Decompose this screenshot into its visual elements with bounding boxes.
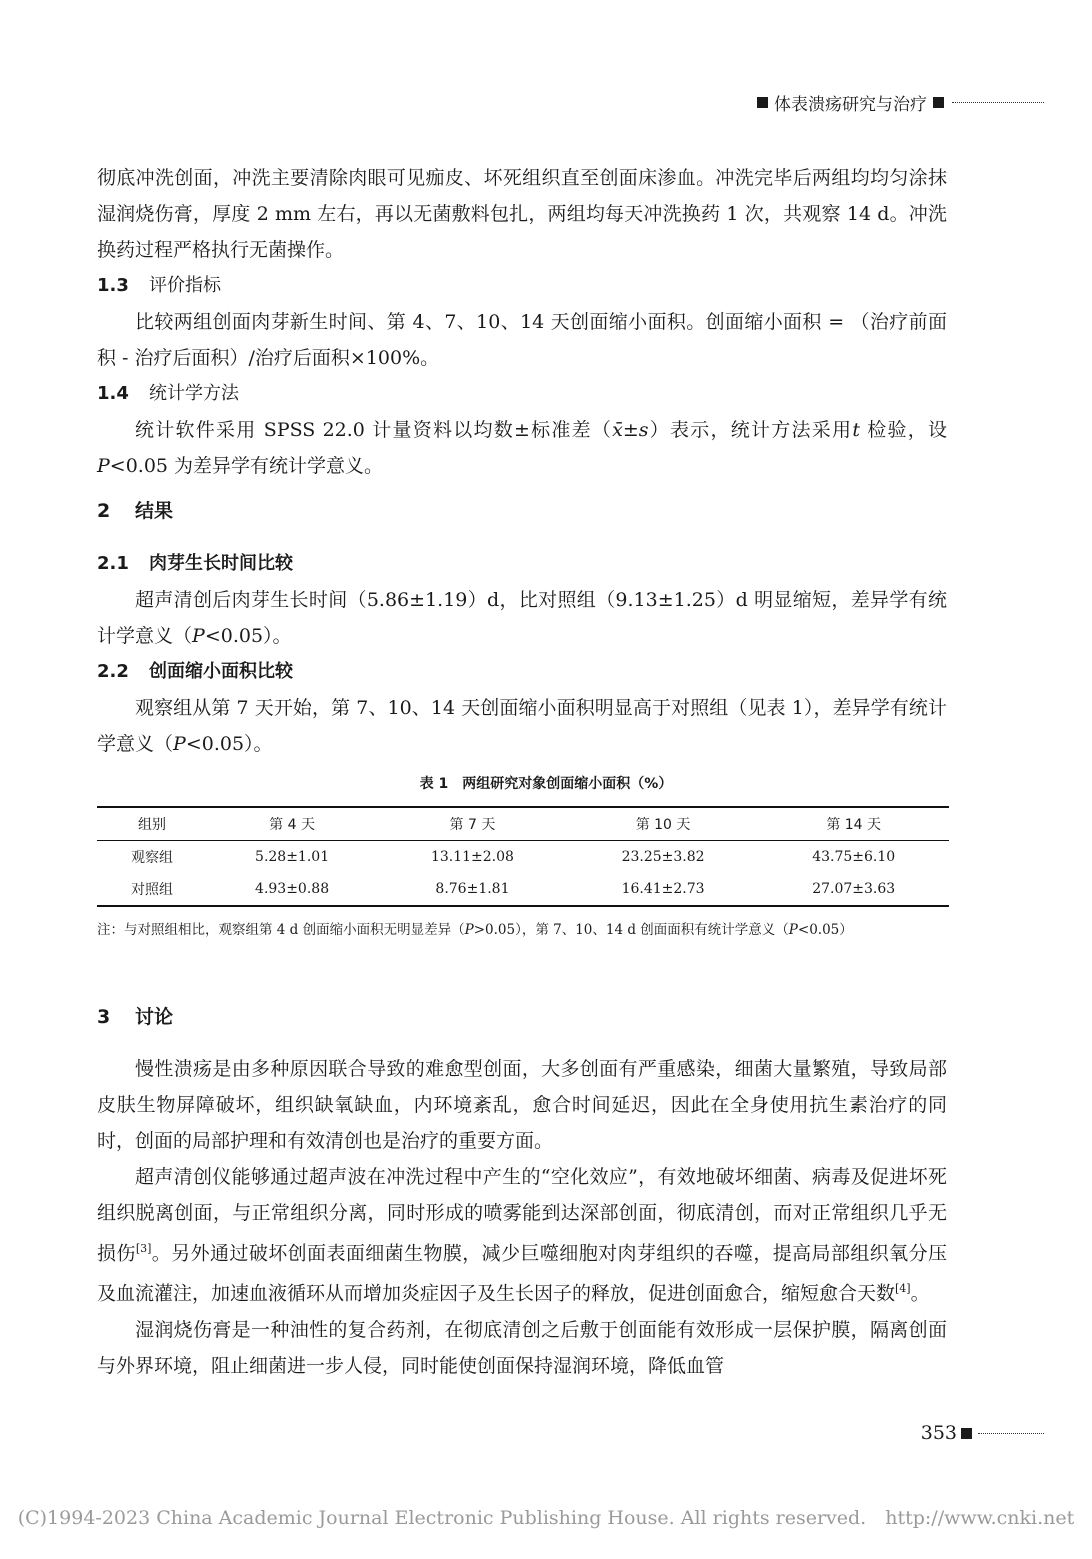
paragraph-1-3: 比较两组创面肉芽新生时间、第 4、7、10、14 天创面缩小面积。创面缩小面积 = （治疗前面积 - 治疗后面积）/治疗后面积×100%。 — [97, 311, 947, 369]
subsection-heading-2-1: 2.1 肉芽生长时间比较 — [97, 553, 293, 574]
paragraph-discussion-2: 超声清创仪能够通过超声波在冲洗过程中产生的“空化效应”，有效地破坏细菌、病毒及促进坏死组织脱离创面，与正常组织分离，同时形成的喷雾能到达深部创面，彻底清创，而对正常组织几乎无损伤[3]。另外通过破坏创面表面细菌生物膜，减少巨噬细胞对肉芽组织的吞噬，提高局部组织氧分压及血流灌注，加速血液循环从而增加炎症因子及生长因子的释放，促进创面愈合，缩短愈合天数[4]。 — [97, 1166, 947, 1305]
table-cell: 16.41±2.73 — [621, 881, 705, 897]
body-top — [97, 160, 947, 484]
copyright-notice: (C)1994-2023 China Academic Journal Electronic Publishing House. All rights reserved. http://www.cnki.net — [17, 1507, 1075, 1529]
running-header-title: 体表溃疡研究与治疗 — [774, 95, 927, 115]
table-cell: 对照组 — [131, 882, 173, 898]
table-header-cell: 第 7 天 — [449, 817, 496, 833]
body-discussion — [97, 1051, 947, 1384]
table-row — [97, 841, 949, 874]
table-cell: 27.07±3.63 — [812, 881, 896, 897]
page-number: 353 — [921, 1422, 1044, 1444]
table-cell: 13.11±2.08 — [430, 849, 514, 865]
square-bullet-icon — [933, 97, 944, 108]
section-heading-3: 3 讨论 — [97, 1006, 174, 1028]
body-results — [97, 546, 947, 762]
table-header-cell: 第 10 天 — [635, 817, 691, 833]
citation-ref-3: [3] — [135, 1242, 152, 1255]
table-cell: 23.25±3.82 — [621, 849, 705, 865]
paragraph-continued: 彻底冲洗创面，冲洗主要清除肉眼可见痂皮、坏死组织直至创面床渗血。冲洗完毕后两组均均匀涂抹湿润烧伤膏，厚度 2 mm 左右，再以无菌敷料包扎，两组均每天冲洗换药 1 次，共观察 14 d。冲洗换药过程严格执行无菌操作。 — [97, 167, 947, 261]
table-cell: 5.28±1.01 — [255, 849, 330, 865]
dotted-rule — [952, 102, 1044, 103]
paragraph-discussion-1: 慢性溃疡是由多种原因联合导致的难愈型创面，大多创面有严重感染，细菌大量繁殖，导致局部皮肤生物屏障破坏，组织缺氧缺血，内环境紊乱，愈合时间延迟，因此在全身使用抗生素治疗的同时，创面的局部护理和有效清创也是治疗的重要方面。 — [97, 1058, 947, 1152]
mean-sd-symbol: x̄±s — [612, 419, 649, 441]
table-header-cell: 第 14 天 — [826, 817, 882, 833]
subsection-heading-1-4: 1.4 统计学方法 — [97, 383, 239, 404]
table-row — [97, 873, 949, 906]
table-cell: 4.93±0.88 — [255, 881, 330, 897]
data-table — [97, 806, 949, 907]
citation-ref-4: [4] — [895, 1282, 911, 1296]
section-heading-2: 2 结果 — [97, 500, 174, 522]
table-caption: 表 1 两组研究对象创面缩小面积（%） — [419, 776, 673, 792]
paragraph-1-4: 统计软件采用 SPSS 22.0 计量资料以均数±标准差（x̄±s）表示，统计方法采用t 检验，设 P<0.05 为差异学有统计学意义。 — [97, 419, 948, 477]
paragraph-2-1: 超声清创后肉芽生长时间（5.86±1.19）d，比对照组（9.13±1.25）d 明显缩短，差异学有统计学意义（P<0.05）。 — [97, 589, 947, 647]
square-bullet-icon — [757, 97, 768, 108]
table-note: 注：与对照组相比，观察组第 4 d 创面缩小面积无明显差异（P>0.05），第 7、10、14 d 创面面积有统计学意义（P<0.05） — [97, 922, 853, 938]
paragraph-discussion-3: 湿润烧伤膏是一种油性的复合药剂，在彻底清创之后敷于创面能有效形成一层保护膜，隔离创面与外界环境，阻止细菌进一步人侵，同时能使创面保持湿润环境，降低血管 — [97, 1318, 947, 1377]
table-header-cell: 组别 — [138, 817, 166, 833]
paragraph-2-2: 观察组从第 7 天开始，第 7、10、14 天创面缩小面积明显高于对照组（见表 1），差异学有统计学意义（P<0.05）。 — [97, 697, 947, 755]
subsection-heading-2-2: 2.2 创面缩小面积比较 — [97, 661, 293, 682]
square-bullet-icon — [961, 1428, 972, 1439]
dotted-rule — [978, 1433, 1044, 1434]
table-header-cell: 第 4 天 — [269, 817, 315, 833]
running-header — [757, 90, 1044, 115]
table-cell: 43.75±6.10 — [812, 849, 896, 865]
table-cell: 8.76±1.81 — [435, 881, 510, 897]
subsection-heading-1-3: 1.3 评价指标 — [97, 275, 221, 296]
table-cell: 观察组 — [131, 850, 173, 866]
table-header-row — [97, 807, 949, 841]
